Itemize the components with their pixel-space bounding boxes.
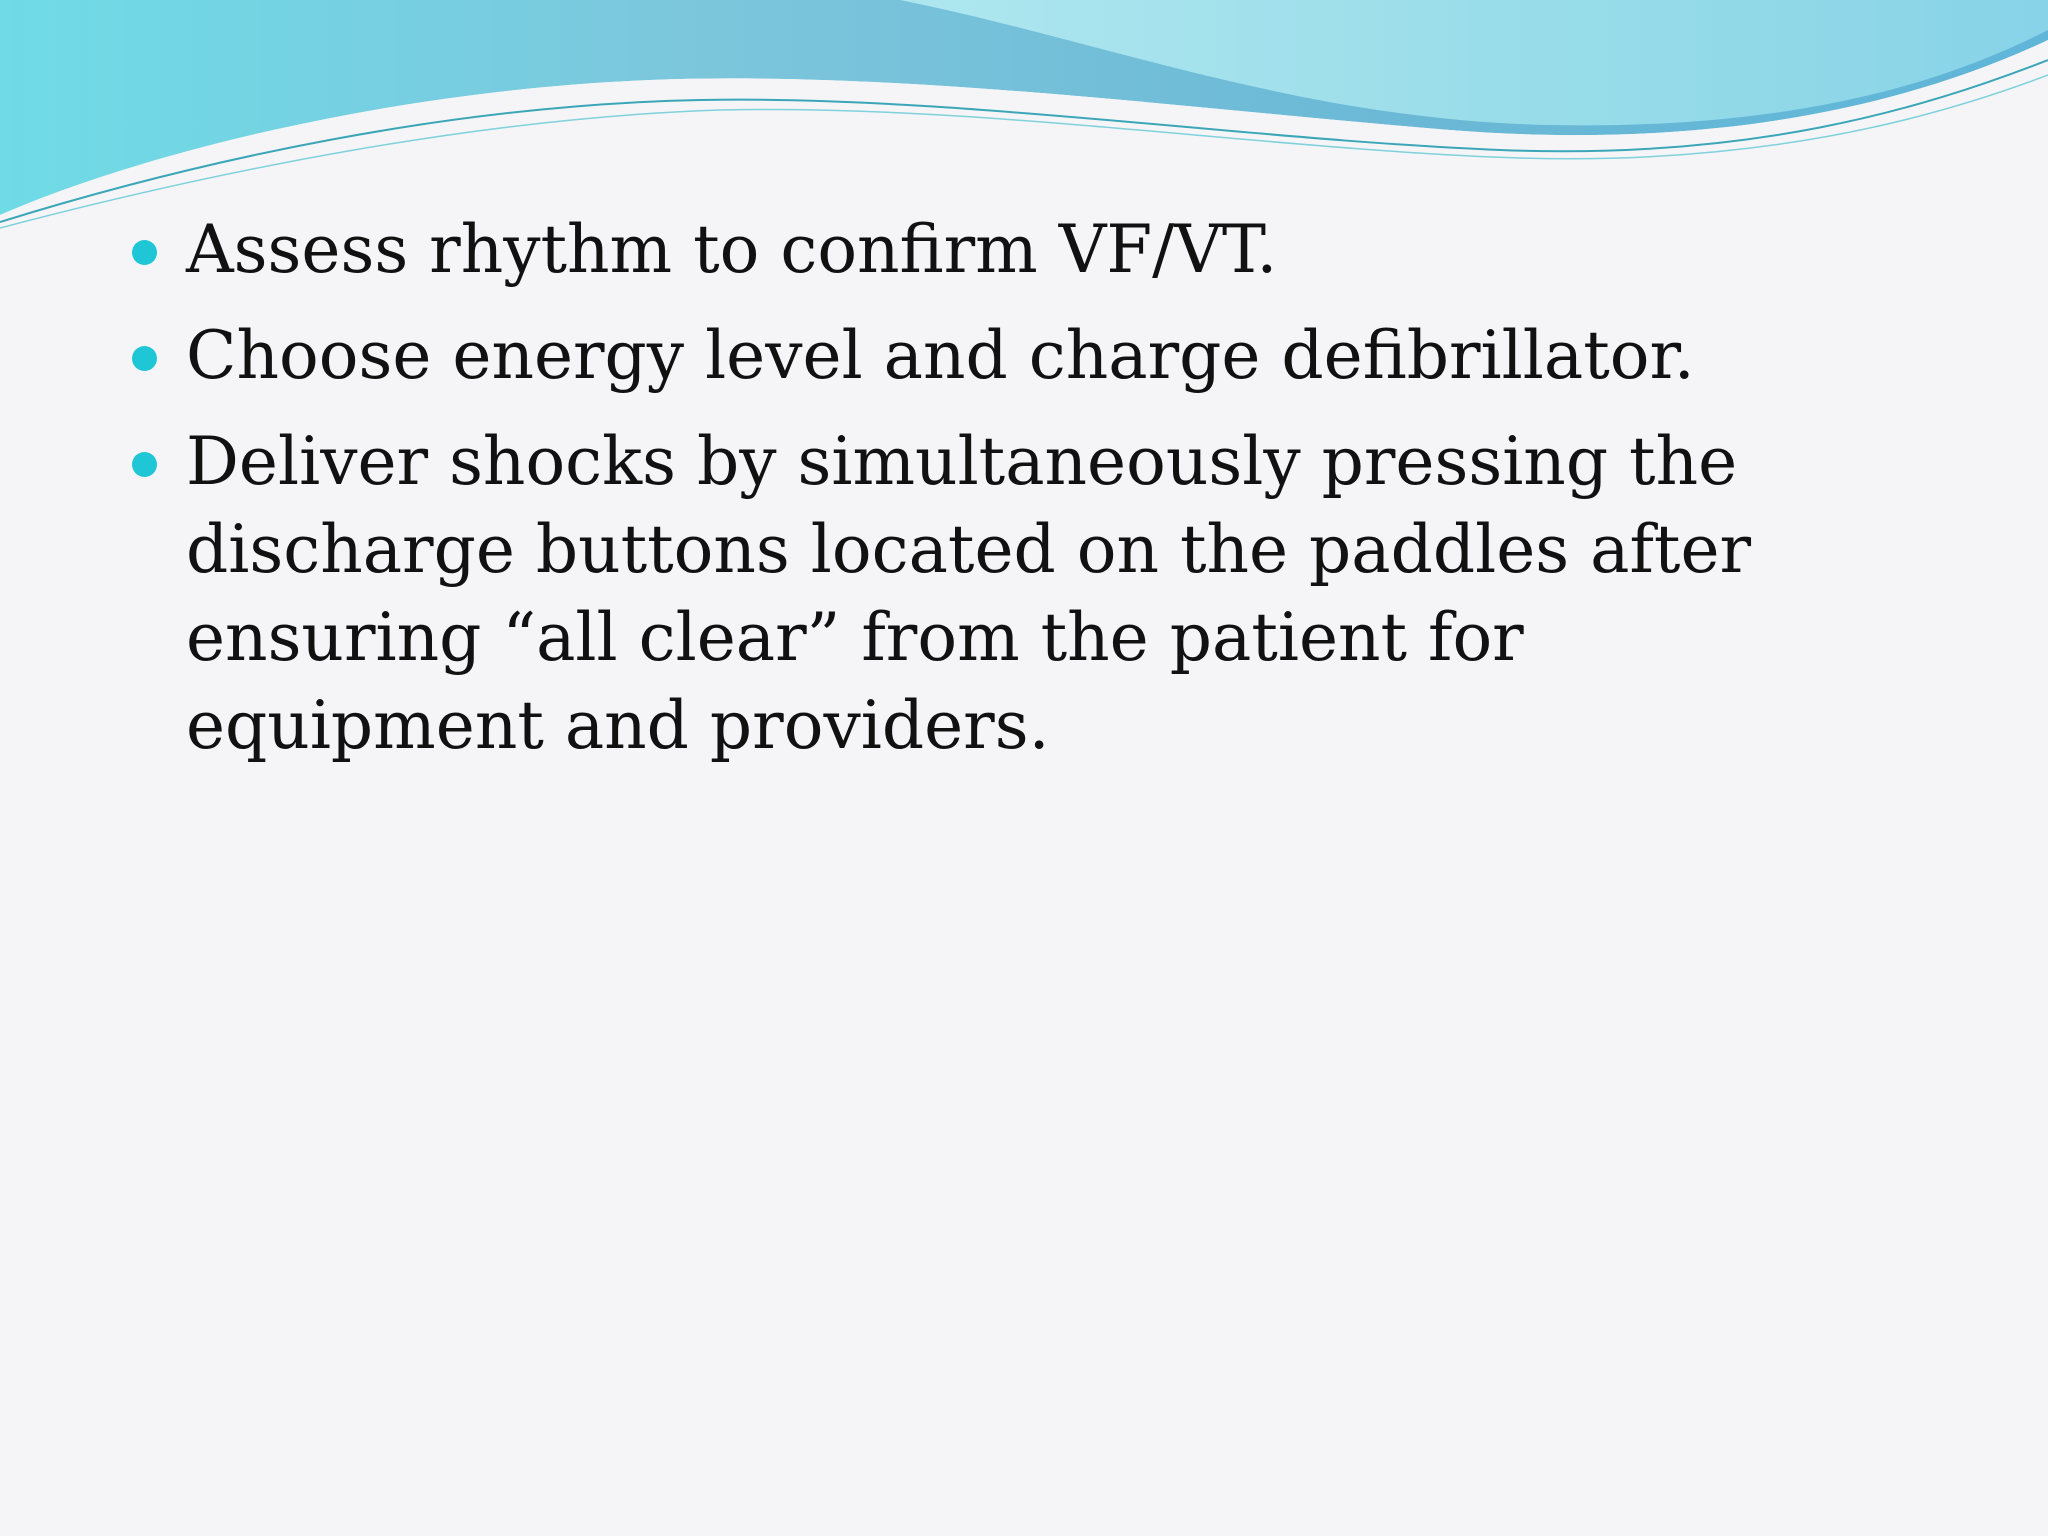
bullet-text: Assess rhythm to confirm VF/VT.: [186, 211, 1278, 288]
bullet-icon: [132, 346, 157, 371]
list-item: [128, 312, 1888, 400]
list-item: [128, 206, 1888, 294]
bullet-text: Choose energy level and charge defibrillator.: [186, 317, 1695, 394]
bullet-text: Deliver shocks by simultaneously pressing the discharge buttons located on the paddles after ensuring “all clear” from the patient for equipment and providers.: [186, 423, 1752, 764]
bullet-icon: [132, 452, 157, 477]
list-item: [128, 418, 1888, 770]
bullet-icon: [132, 240, 157, 265]
header-wave-decoration: [0, 0, 2048, 240]
bullet-list: [128, 206, 1888, 788]
